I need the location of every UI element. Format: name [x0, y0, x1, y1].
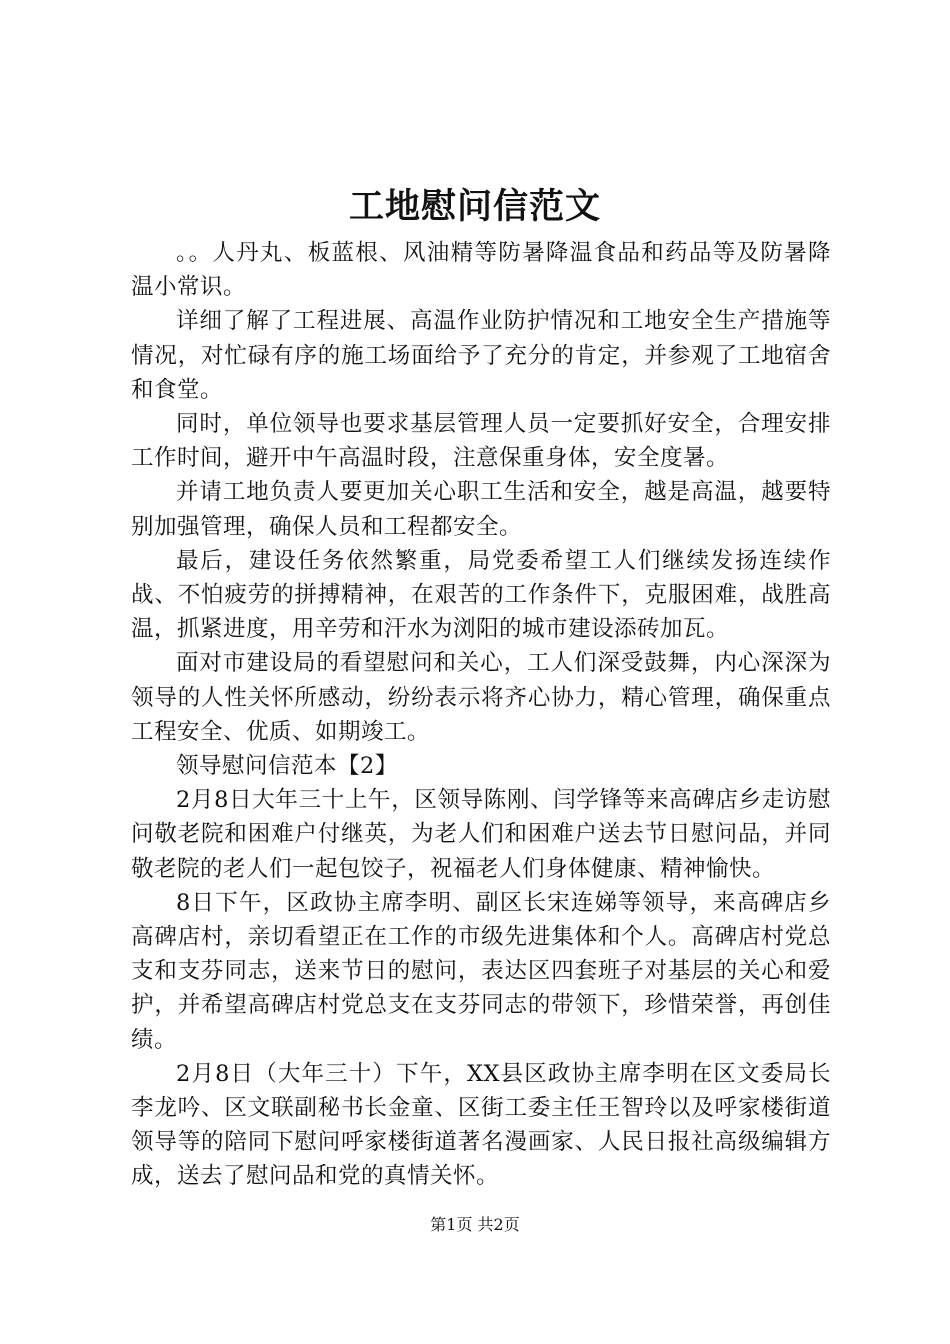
paragraph: 同时，单位领导也要求基层管理人员一定要抓好安全，合理安排工作时间，避开中午高温时段，注意保重身体，安全度暑。 [131, 411, 831, 472]
paragraph: 最后，建设任务依然繁重，局党委希望工人们继续发扬连续作战、不怕疲劳的拼搏精神，在艰苦的工作条件下，克服困难，战胜高温，抓紧进度，用辛劳和汗水为浏阳的城市建设添砖加瓦。 [131, 547, 831, 643]
page-footer: 第1页 共2页 [430, 1215, 520, 1234]
paragraph: 2月8日大年三十上午，区领导陈刚、闫学锋等来高碑店乡走访慰问敬老院和困难户付继英，为老人们和困难户送去节日慰问品，并同敬老院的老人们一起包饺子，祝福老人们身体健康、精神愉快。 [131, 787, 831, 882]
section-heading: 领导慰问信范本【2】 [176, 753, 398, 780]
paragraph: 面对市建设局的看望慰问和关心，工人们深受鼓舞，内心深深为领导的人性关怀所感动，纷纷表示将齐心协力，精心管理，确保重点工程安全、优质、如期竣工。 [131, 650, 831, 745]
paragraph: 8日下午，区政协主席李明、副区长宋连娣等领导，来高碑店乡高碑店村，亲切看望正在工作的市级先进集体和个人。高碑店村党总支和支芬同志，送来节日的慰问，表达区四套班子对基层的关心和爱护，并希望高碑店村党总支在支芬同志的带领下，珍惜荣誉，再创佳绩。 [131, 889, 831, 1053]
paragraph: 2月8日（大年三十）下午，XX县区政协主席李明在区文委局长李龙吟、区文联副秘书长金童、区街工委主任王智玲以及呼家楼街道领导等的陪同下慰问呼家楼街道著名漫画家、人民日报社高级编辑方成，送去了慰问品和党的真情关怀。 [131, 1060, 831, 1190]
paragraph: 。。人丹丸、板蓝根、风油精等防暑降温食品和药品等及防暑降温小常识。 [131, 240, 831, 301]
document-body [131, 236, 831, 1194]
paragraph: 并请工地负责人要更加关心职工生活和安全，越是高温，越要特别加强管理，确保人员和工程都安全。 [131, 479, 831, 540]
paragraph: 详细了解了工程进展、高温作业防护情况和工地安全生产措施等情况，对忙碌有序的施工场面给予了充分的肯定，并参观了工地宿舍和食堂。 [131, 308, 831, 403]
document-title: 工地慰问信范文 [348, 186, 601, 227]
